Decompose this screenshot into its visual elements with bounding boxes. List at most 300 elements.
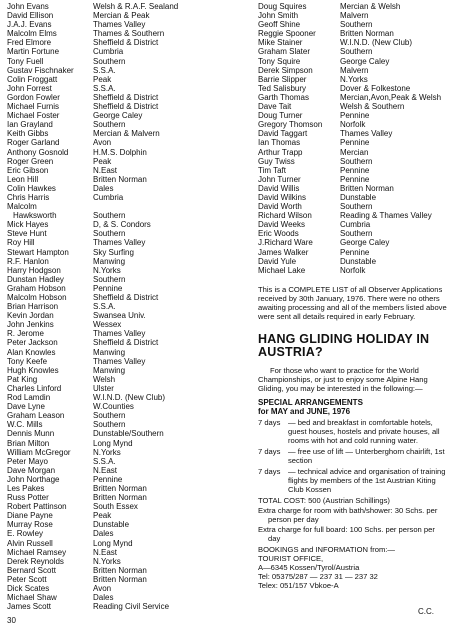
- member-row: [7, 184, 225, 193]
- member-name: Michael Shaw: [7, 593, 57, 603]
- member-row: [258, 75, 448, 84]
- member-club: Pennine: [340, 111, 370, 121]
- address-line: Telex: 051/157 Vbkoe-A: [258, 580, 339, 590]
- address-line: Tel: 05375/287 — 237 31 — 237 32: [258, 571, 378, 581]
- member-club: N.Yorks: [93, 556, 121, 566]
- member-row: [7, 75, 225, 84]
- member-row: [7, 439, 225, 448]
- member-name: Bernard Scott: [7, 565, 56, 575]
- member-row: [258, 129, 448, 138]
- member-row: [7, 357, 225, 366]
- member-club: Peak: [93, 74, 112, 84]
- member-club: Dales: [93, 593, 114, 603]
- member-club: Dales: [93, 183, 114, 193]
- member-row: [7, 584, 225, 593]
- member-name: James Scott: [7, 602, 52, 612]
- arrangement-item: [258, 447, 448, 465]
- member-row: [7, 57, 225, 66]
- member-name: R. Jerome: [7, 329, 44, 339]
- member-name: Keith Gibbs: [7, 129, 49, 139]
- member-club: Pennine: [340, 247, 370, 257]
- arrangement-duration: 7 days: [258, 446, 281, 456]
- member-name: Dave Lyne: [7, 402, 45, 412]
- member-club: Britten Norman: [93, 174, 147, 184]
- member-row: [7, 275, 225, 284]
- member-row: [258, 211, 448, 220]
- member-name: Kevin Jordan: [7, 311, 54, 321]
- member-name: Robert Pattinson: [7, 502, 67, 512]
- member-club: Sheffield & District: [93, 92, 159, 102]
- member-row: [7, 211, 225, 220]
- member-name: Les Pakes: [7, 483, 45, 493]
- address-line: A—6345 Kossen/Tyrol/Austria: [258, 562, 360, 572]
- member-club: S.S.A.: [93, 302, 116, 312]
- member-row: [258, 66, 448, 75]
- member-name: John Northage: [7, 474, 60, 484]
- member-club: Thames Valley: [93, 356, 146, 366]
- member-club: Mercian & Welsh: [340, 2, 401, 11]
- member-club: Britten Norman: [93, 574, 147, 584]
- member-row: [7, 47, 225, 56]
- member-name: Michael Lake: [258, 265, 306, 275]
- member-name: David Weeks: [258, 220, 305, 230]
- member-name: Eric Woods: [258, 229, 299, 239]
- member-name: Roger Garland: [7, 138, 60, 148]
- member-name: Russ Potter: [7, 493, 49, 503]
- member-row: [7, 348, 225, 357]
- extra-charge-room: Extra charge for room with bath/shower: 30 Schs. per person per day: [258, 505, 438, 524]
- member-row: [258, 220, 448, 229]
- member-name: David Ellison: [7, 11, 54, 21]
- member-club: Malvern: [340, 11, 369, 21]
- member-row: [7, 293, 225, 302]
- member-row: [7, 566, 225, 575]
- member-club: George Caley: [93, 111, 143, 121]
- member-name: John Evans: [7, 2, 49, 11]
- member-club: Pennine: [340, 138, 370, 148]
- member-name: Stewart Hampton: [7, 247, 69, 257]
- member-name: John Forrest: [7, 83, 52, 93]
- author-initials: C.C.: [418, 607, 434, 616]
- member-name: Gustav Fischnaker: [7, 65, 74, 75]
- member-row: [258, 2, 448, 11]
- member-row: [7, 484, 225, 493]
- member-name: Dave Tait: [258, 102, 292, 112]
- member-name: Malcolm Elms: [7, 29, 57, 39]
- member-name: Roy Hill: [7, 238, 35, 248]
- member-club: Southern: [340, 47, 373, 57]
- member-name: Chris Harris: [7, 192, 50, 202]
- member-row: [7, 229, 225, 238]
- member-row: [7, 238, 225, 247]
- member-row: [258, 266, 448, 275]
- member-club: Mercian & Peak: [93, 11, 150, 21]
- member-club: Thames Valley: [340, 129, 393, 139]
- member-row: [7, 575, 225, 584]
- address-line: TOURIST OFFICE,: [258, 553, 324, 563]
- member-row: [7, 539, 225, 548]
- member-club: N.East: [93, 547, 118, 557]
- member-name: Arthur Trapp: [258, 147, 303, 157]
- member-club: Pennine: [93, 283, 123, 293]
- member-club: Dunstable: [340, 256, 377, 266]
- member-name: Dave Morgan: [7, 465, 56, 475]
- member-club: Pennine: [340, 174, 370, 184]
- member-row: [7, 457, 225, 466]
- member-name: Ian Thomas: [258, 138, 301, 148]
- member-name: David Taggart: [258, 129, 308, 139]
- member-name: David Yule: [258, 256, 297, 266]
- member-row: [7, 129, 225, 138]
- member-club: Dunstable: [340, 192, 377, 202]
- member-name: Graham Leason: [7, 411, 65, 421]
- member-row: [7, 166, 225, 175]
- holiday-intro: For those who want to practice for the World Championships, or just to enjoy some Alpine Hang Gliding, you may be interested in the following:—: [258, 365, 428, 393]
- member-row: [7, 11, 225, 20]
- member-club: Peak: [93, 156, 112, 166]
- member-name: E. Rowley: [7, 529, 44, 539]
- member-club: Mercian & Malvern: [93, 129, 160, 139]
- member-club: Dunstable: [93, 520, 130, 530]
- member-club: Norfolk: [340, 120, 366, 130]
- member-club: Dover & Folkestone: [340, 83, 411, 93]
- member-row: [7, 329, 225, 338]
- member-name: Eric Gibson: [7, 165, 49, 175]
- member-row: [7, 93, 225, 102]
- member-name: Brian Milton: [7, 438, 50, 448]
- member-name: J.A.J. Evans: [7, 20, 52, 30]
- member-row: [7, 420, 225, 429]
- member-row: [7, 220, 225, 229]
- member-club: Manwing: [93, 347, 126, 357]
- member-name: Alan Knowles: [7, 347, 56, 357]
- member-name: Anthony Gosnold: [7, 147, 69, 157]
- member-club: Britten Norman: [340, 29, 394, 39]
- member-club: Britten Norman: [93, 493, 147, 503]
- member-club: Sheffield & District: [93, 293, 159, 302]
- member-row: [7, 366, 225, 375]
- member-row: [7, 429, 225, 438]
- member-row: [7, 20, 225, 29]
- member-row: [7, 266, 225, 275]
- member-row: [7, 84, 225, 93]
- holiday-heading: [258, 333, 448, 360]
- member-club: Long Mynd: [93, 538, 133, 548]
- member-name: Harry Hodgson: [7, 265, 61, 275]
- member-club: Southern: [340, 202, 373, 212]
- member-name: Dennis Munn: [7, 429, 55, 439]
- member-row: [258, 93, 448, 102]
- member-name: Martin Fortune: [7, 47, 60, 57]
- member-row: [7, 602, 225, 611]
- arrangement-duration: 7 days: [258, 466, 281, 476]
- member-row: [7, 148, 225, 157]
- member-row: [258, 138, 448, 147]
- member-club: N.Yorks: [340, 74, 368, 84]
- member-club: George Caley: [340, 56, 390, 66]
- member-row: [258, 20, 448, 29]
- member-club: Pennine: [340, 165, 370, 175]
- member-row: [7, 520, 225, 529]
- arrangement-duration: 7 days: [258, 417, 281, 427]
- member-club: W.I.N.D. (New Club): [340, 38, 413, 48]
- member-row: [7, 411, 225, 420]
- member-row: [258, 157, 448, 166]
- member-name: Leon Hill: [7, 174, 39, 184]
- member-name: Michael Foster: [7, 111, 60, 121]
- member-row: [258, 193, 448, 202]
- member-club: Thames Valley: [93, 238, 146, 248]
- member-club: Mercian,Avon,Peak & Welsh: [340, 92, 442, 102]
- member-name: Gregory Thomson: [258, 120, 323, 130]
- member-row: [7, 593, 225, 602]
- member-row: [258, 238, 448, 247]
- member-club: Thames Valley: [93, 20, 146, 30]
- member-row: [7, 102, 225, 111]
- observer-list-rows: [258, 2, 448, 275]
- member-row: [258, 84, 448, 93]
- member-row: [7, 557, 225, 566]
- member-club: D, & S. Condors: [93, 220, 151, 230]
- member-club: H.M.S. Dolphin: [93, 147, 147, 157]
- member-name: Garth Thomas: [258, 92, 309, 102]
- special-arrangements-line-2: for MAY and JUNE, 1976: [258, 406, 351, 416]
- member-name: Hugh Knowles: [7, 365, 59, 375]
- member-club: Welsh & Southern: [340, 102, 405, 112]
- member-row: [7, 529, 225, 538]
- member-club: Southern: [93, 274, 126, 284]
- member-name: Mick Hayes: [7, 220, 49, 230]
- member-row: [7, 511, 225, 520]
- member-name: Hawksworth: [13, 211, 57, 221]
- member-name: Diane Payne: [7, 511, 53, 521]
- member-name: Peter Mayo: [7, 456, 48, 466]
- member-club: W.Counties: [93, 402, 134, 412]
- member-club: Dales: [93, 529, 114, 539]
- member-row: [7, 175, 225, 184]
- member-row: [7, 284, 225, 293]
- member-name: Dunstan Hadley: [7, 274, 64, 284]
- member-club: Long Mynd: [93, 438, 133, 448]
- member-club: S.S.A.: [93, 65, 116, 75]
- member-name: Rod Lamdin: [7, 393, 51, 403]
- member-club: Ulster: [93, 383, 114, 393]
- member-name: John Jenkins: [7, 320, 54, 330]
- member-name: Malcolm: [7, 202, 37, 212]
- member-club: Wessex: [93, 320, 122, 330]
- member-row: [7, 375, 225, 384]
- observer-list-column-2: [258, 2, 448, 590]
- member-club: Sky Surfing: [93, 247, 134, 257]
- member-club: Southern: [340, 229, 373, 239]
- member-club: Britten Norman: [340, 183, 394, 193]
- member-club: Malvern: [340, 65, 369, 75]
- member-row: [258, 120, 448, 129]
- member-club: South Essex: [93, 502, 138, 512]
- member-club: N.Yorks: [93, 447, 121, 457]
- member-row: [7, 502, 225, 511]
- holiday-heading-line-2: AUSTRIA?: [258, 345, 323, 360]
- member-name: Richard Wilson: [258, 211, 312, 221]
- member-row: [7, 138, 225, 147]
- member-club: Reading & Thames Valley: [340, 211, 432, 221]
- member-name: Barrie Slipper: [258, 74, 307, 84]
- member-name: Colin Hawkes: [7, 183, 56, 193]
- member-row: [7, 257, 225, 266]
- member-name: John Turner: [258, 174, 301, 184]
- member-name: David Worth: [258, 202, 302, 212]
- member-name: Graham Slater: [258, 47, 311, 57]
- member-row: [7, 493, 225, 502]
- observer-list-column-1: [7, 2, 225, 611]
- member-club: Reading Civil Service: [93, 602, 170, 612]
- member-row: [258, 229, 448, 238]
- member-row: [7, 248, 225, 257]
- member-row: [258, 38, 448, 47]
- member-row: [258, 175, 448, 184]
- member-row: [7, 393, 225, 402]
- page-number: 30: [7, 616, 16, 625]
- member-name: Michael Ramsey: [7, 547, 67, 557]
- member-club: Southern: [93, 420, 126, 430]
- member-row: [258, 148, 448, 157]
- member-row: [7, 311, 225, 320]
- member-row: [258, 11, 448, 20]
- member-club: S.S.A.: [93, 83, 116, 93]
- member-row: [7, 402, 225, 411]
- member-club: George Caley: [340, 238, 390, 248]
- member-club: Avon: [93, 138, 112, 148]
- member-name: Fred Elmore: [7, 38, 52, 48]
- member-club: Southern: [93, 411, 126, 421]
- member-row: [7, 302, 225, 311]
- member-club: Manwing: [93, 365, 126, 375]
- member-name: David Willis: [258, 183, 300, 193]
- member-name: Tony Squire: [258, 56, 301, 66]
- member-name: Ian Grayland: [7, 120, 53, 130]
- member-name: Peter Scott: [7, 574, 47, 584]
- member-row: [7, 66, 225, 75]
- member-club: Peak: [93, 511, 112, 521]
- member-name: Doug Turner: [258, 111, 303, 121]
- member-club: Welsh & R.A.F. Sealand: [93, 2, 179, 11]
- member-club: Sheffield & District: [93, 338, 159, 348]
- member-club: Dunstable/Southern: [93, 429, 164, 439]
- member-name: J.Richard Ware: [258, 238, 313, 248]
- complete-list-note: This is a COMPLETE LIST of all Observer Applications received by 30th January, 1976. There were no others awaiting processing and all of the members listed above were sent all details required in early February.: [258, 284, 447, 321]
- member-row: [7, 111, 225, 120]
- member-club: Southern: [93, 56, 126, 66]
- member-name: Geoff Shine: [258, 20, 301, 30]
- member-row: [7, 2, 225, 11]
- member-club: Britten Norman: [93, 483, 147, 493]
- member-name: James Walker: [258, 247, 309, 257]
- member-club: N.Yorks: [93, 265, 121, 275]
- member-name: Guy Twiss: [258, 156, 295, 166]
- member-row: [7, 548, 225, 557]
- arrangement-description: — bed and breakfast in comfortable hotels, guest houses, hostels and private houses, all rooms with hot and cold running water.: [288, 417, 440, 445]
- member-row: [258, 29, 448, 38]
- member-row: [258, 47, 448, 56]
- member-row: [7, 202, 225, 211]
- member-club: N.East: [93, 465, 118, 475]
- member-row: [258, 102, 448, 111]
- member-name: Steve Hunt: [7, 229, 47, 239]
- member-club: Manwing: [93, 256, 126, 266]
- member-row: [7, 448, 225, 457]
- member-row: [258, 111, 448, 120]
- member-name: Gordon Fowler: [7, 92, 60, 102]
- member-name: Tony Fuell: [7, 56, 44, 66]
- member-row: [7, 193, 225, 202]
- arrangement-description: — technical advice and organisation of training flights by members of the 1st Austrian Kiting Club Kossen: [288, 466, 446, 494]
- member-club: Norfolk: [340, 265, 366, 275]
- member-name: Malcolm Hobson: [7, 293, 67, 302]
- member-row: [258, 257, 448, 266]
- member-club: Southern: [93, 229, 126, 239]
- member-club: Southern: [340, 20, 373, 30]
- member-row: [7, 384, 225, 393]
- member-club: Cumbria: [340, 220, 371, 230]
- member-name: Alvin Russell: [7, 538, 53, 548]
- member-row: [7, 29, 225, 38]
- member-club: Thames & Southern: [93, 29, 165, 39]
- member-name: Charles Linford: [7, 383, 62, 393]
- member-row: [7, 320, 225, 329]
- arrangement-item: [258, 467, 448, 494]
- member-club: Thames Valley: [93, 329, 146, 339]
- member-name: Ted Salisbury: [258, 83, 307, 93]
- holiday-heading-line-1: HANG GLIDING HOLIDAY IN: [258, 331, 430, 346]
- member-club: Cumbria: [93, 47, 124, 57]
- member-row: [258, 184, 448, 193]
- extra-charge-board: Extra charge for full board: 100 Schs. per person per day: [258, 524, 435, 543]
- member-club: W.I.N.D. (New Club): [93, 393, 166, 403]
- member-name: David Wilkins: [258, 192, 307, 202]
- member-name: Roger Green: [7, 156, 54, 166]
- member-club: Sheffield & District: [93, 38, 159, 48]
- member-name: John Smith: [258, 11, 299, 21]
- member-club: Sheffield & District: [93, 102, 159, 112]
- member-club: [93, 202, 223, 211]
- arrangement-item: [258, 418, 448, 445]
- member-name: W.C. Mills: [7, 420, 43, 430]
- member-name: Doug Squires: [258, 2, 307, 11]
- member-name: Mike Stainer: [258, 38, 303, 48]
- member-name: Peter Jackson: [7, 338, 58, 348]
- member-name: Brian Harrison: [7, 302, 59, 312]
- member-club: N.East: [93, 165, 118, 175]
- special-arrangements-line-1: SPECIAL ARRANGEMENTS: [258, 397, 363, 407]
- member-row: [7, 157, 225, 166]
- member-club: Mercian: [340, 147, 369, 157]
- member-row: [258, 248, 448, 257]
- member-club: Pennine: [93, 474, 123, 484]
- member-row: [7, 38, 225, 47]
- bookings-line: BOOKINGS and INFORMATION from:—: [258, 544, 395, 554]
- member-name: William McGregor: [7, 447, 71, 457]
- member-name: Murray Rose: [7, 520, 53, 530]
- member-club: Southern: [93, 211, 126, 221]
- member-club: Britten Norman: [93, 565, 147, 575]
- member-name: Graham Hobson: [7, 283, 66, 293]
- member-club: Cumbria: [93, 192, 124, 202]
- arrangement-description: — free use of lift — Unterberghorn chairlift, 1st section: [288, 446, 445, 465]
- member-club: Avon: [93, 584, 112, 593]
- member-row: [7, 475, 225, 484]
- total-cost: TOTAL COST: 500 (Austrian Schillings): [258, 495, 390, 505]
- member-name: Derek Simpson: [258, 65, 313, 75]
